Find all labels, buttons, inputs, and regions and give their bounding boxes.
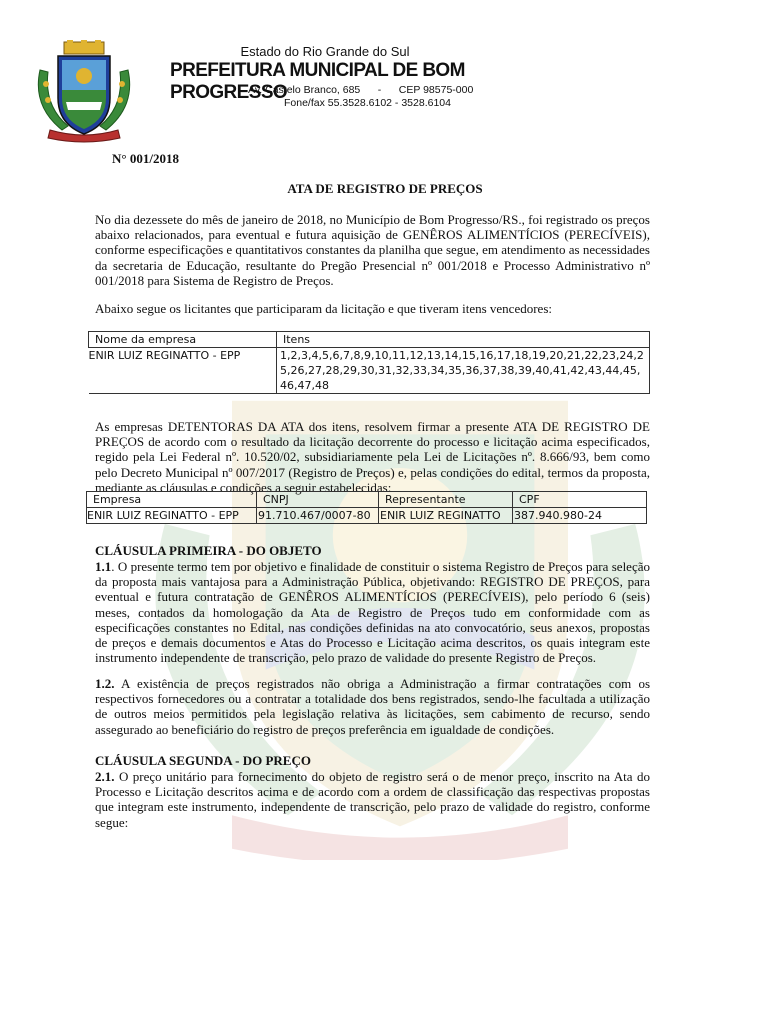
cell-cpf: 387.940.980-24 bbox=[513, 508, 647, 524]
cell-cnpj: 91.710.467/0007-80 bbox=[257, 508, 379, 524]
office-address: Av. Castelo Branco, 685 - CEP 98575-000 bbox=[248, 84, 474, 96]
document-number: N° 001/2018 bbox=[112, 151, 179, 166]
clause2-paragraph-1 bbox=[95, 769, 650, 830]
items-table bbox=[88, 331, 650, 394]
office-phone: Fone/fax 55.3528.6102 - 3528.6104 bbox=[284, 97, 451, 109]
table-row bbox=[87, 508, 647, 524]
clause1-paragraph-2 bbox=[95, 676, 650, 737]
clause-text: A existência de preços registrados não obriga a Administração a firmar contratações com os respectivos fornecedores ou a contratar a totalidade dos bens registrados, sendo-lhe facultada a utilização de outros meios permitidos pela legislação relativa às licitações, sem cabimento de recurso, sendo assegurado ao beneficiário do registro de preços preferência em igualdade de condições. bbox=[95, 676, 650, 737]
office-name: PREFEITURA MUNICIPAL DE BOM PROGRESSO bbox=[170, 60, 465, 103]
header-empresa: Empresa bbox=[87, 492, 257, 508]
clause1-paragraph-1 bbox=[95, 559, 650, 665]
cell-representante: ENIR LUIZ REGINATTO bbox=[379, 508, 513, 524]
header-company: Nome da empresa bbox=[89, 332, 277, 348]
clause1-heading: CLÁUSULA PRIMEIRA - DO OBJETO bbox=[95, 543, 322, 558]
clause-text: . O presente termo tem por objetivo e finalidade de constituir o sistema Registro de Preços para seleção da proposta mais vantajosa para a Administração Pública, objetivando: REGISTRO DE PREÇOS, para eventual e futura contratação de GENÊROS ALIMENTÍCIOS (PERECÍVEIS), pelo período 6 (seis) meses, contados da homologação da Ata de Registro de Preços tudo em conformidade com as especificações constantes no Edital, nas condições definidas na ato convocatório, seus anexos, propostas de preços e demais documentos e Atas do Processo e Licitação acima descritos, os quais integram este instrumento independente de transcrição, pelo prazo de validade do presente Registro de Preços. bbox=[95, 559, 650, 666]
header-cnpj: CNPJ bbox=[257, 492, 379, 508]
letterhead bbox=[0, 0, 770, 150]
municipal-crest-icon bbox=[34, 40, 134, 144]
header-cpf: CPF bbox=[513, 492, 647, 508]
bidders-intro: Abaixo segue os licitantes que participaram da licitação e que tiveram itens vencedores: bbox=[95, 301, 552, 316]
intro-paragraph: No dia dezessete do mês de janeiro de 2018, no Município de Bom Progresso/RS., foi registrado os preços abaixo relacionados, para eventual e futura aquisição de GENÊROS ALIMENTÍCIOS (PERECÍVEIS), conforme especificações e quantitativos constantes da planilha que segue, em atendimento as necessidades da secretaria de Educação, resultante do Pregão Presencial nº 001/2018 e Processo Administrativo nº 001/2018 para Sistema de Registro de Preços. bbox=[95, 212, 650, 288]
clause-number: 1.1 bbox=[95, 559, 112, 574]
cell-items: 1,2,3,4,5,6,7,8,9,10,11,12,13,14,15,16,17,18,19,20,21,22,23,24,25,26,27,28,29,30,31,32,33,34,35,36,37,38,39,40,41,42,43,44,45,46,47,48 bbox=[277, 348, 650, 394]
state-name: Estado do Rio Grande do Sul bbox=[240, 44, 410, 59]
holders-paragraph: As empresas DETENTORAS DA ATA dos itens, resolvem firmar a presente ATA DE REGISTRO DE PREÇOS de acordo com o resultado da licitação decorrente do processo e licitação acima especificados, regido pela Lei Federal nº. 10.520/02, subsidiariamente pela Lei de Licitações nº. 8.666/93, bem como pelo Decreto Municipal nº 007/2017 (Registro de Preços) e, pelas condições do edital, termos da proposta, mediante as cláusulas e condições a seguir estabelecidas: bbox=[95, 419, 650, 495]
header-items: Itens bbox=[277, 332, 650, 348]
clause-number: 1.2. bbox=[95, 676, 115, 691]
company-table bbox=[86, 491, 647, 524]
table-row bbox=[89, 348, 650, 394]
clause-number: 2.1. bbox=[95, 769, 115, 784]
clause2-heading: CLÁUSULA SEGUNDA - DO PREÇO bbox=[95, 753, 311, 768]
cell-company: ENIR LUIZ REGINATTO - EPP bbox=[89, 348, 277, 394]
clause-text: O preço unitário para fornecimento do objeto de registro será o de menor preço, inscrito na Ata do Processo e Licitação descritos acima e de acordo com a ordem de classificação das respectivas propostas que integram este instrumento, independente de transcrição, pelo prazo de validade do registro, conforme segue: bbox=[95, 769, 650, 830]
cell-empresa: ENIR LUIZ REGINATTO - EPP bbox=[87, 508, 257, 524]
header-representante: Representante bbox=[379, 492, 513, 508]
document-title: ATA DE REGISTRO DE PREÇOS bbox=[287, 181, 483, 196]
table-header-row bbox=[89, 332, 650, 348]
table-header-row bbox=[87, 492, 647, 508]
